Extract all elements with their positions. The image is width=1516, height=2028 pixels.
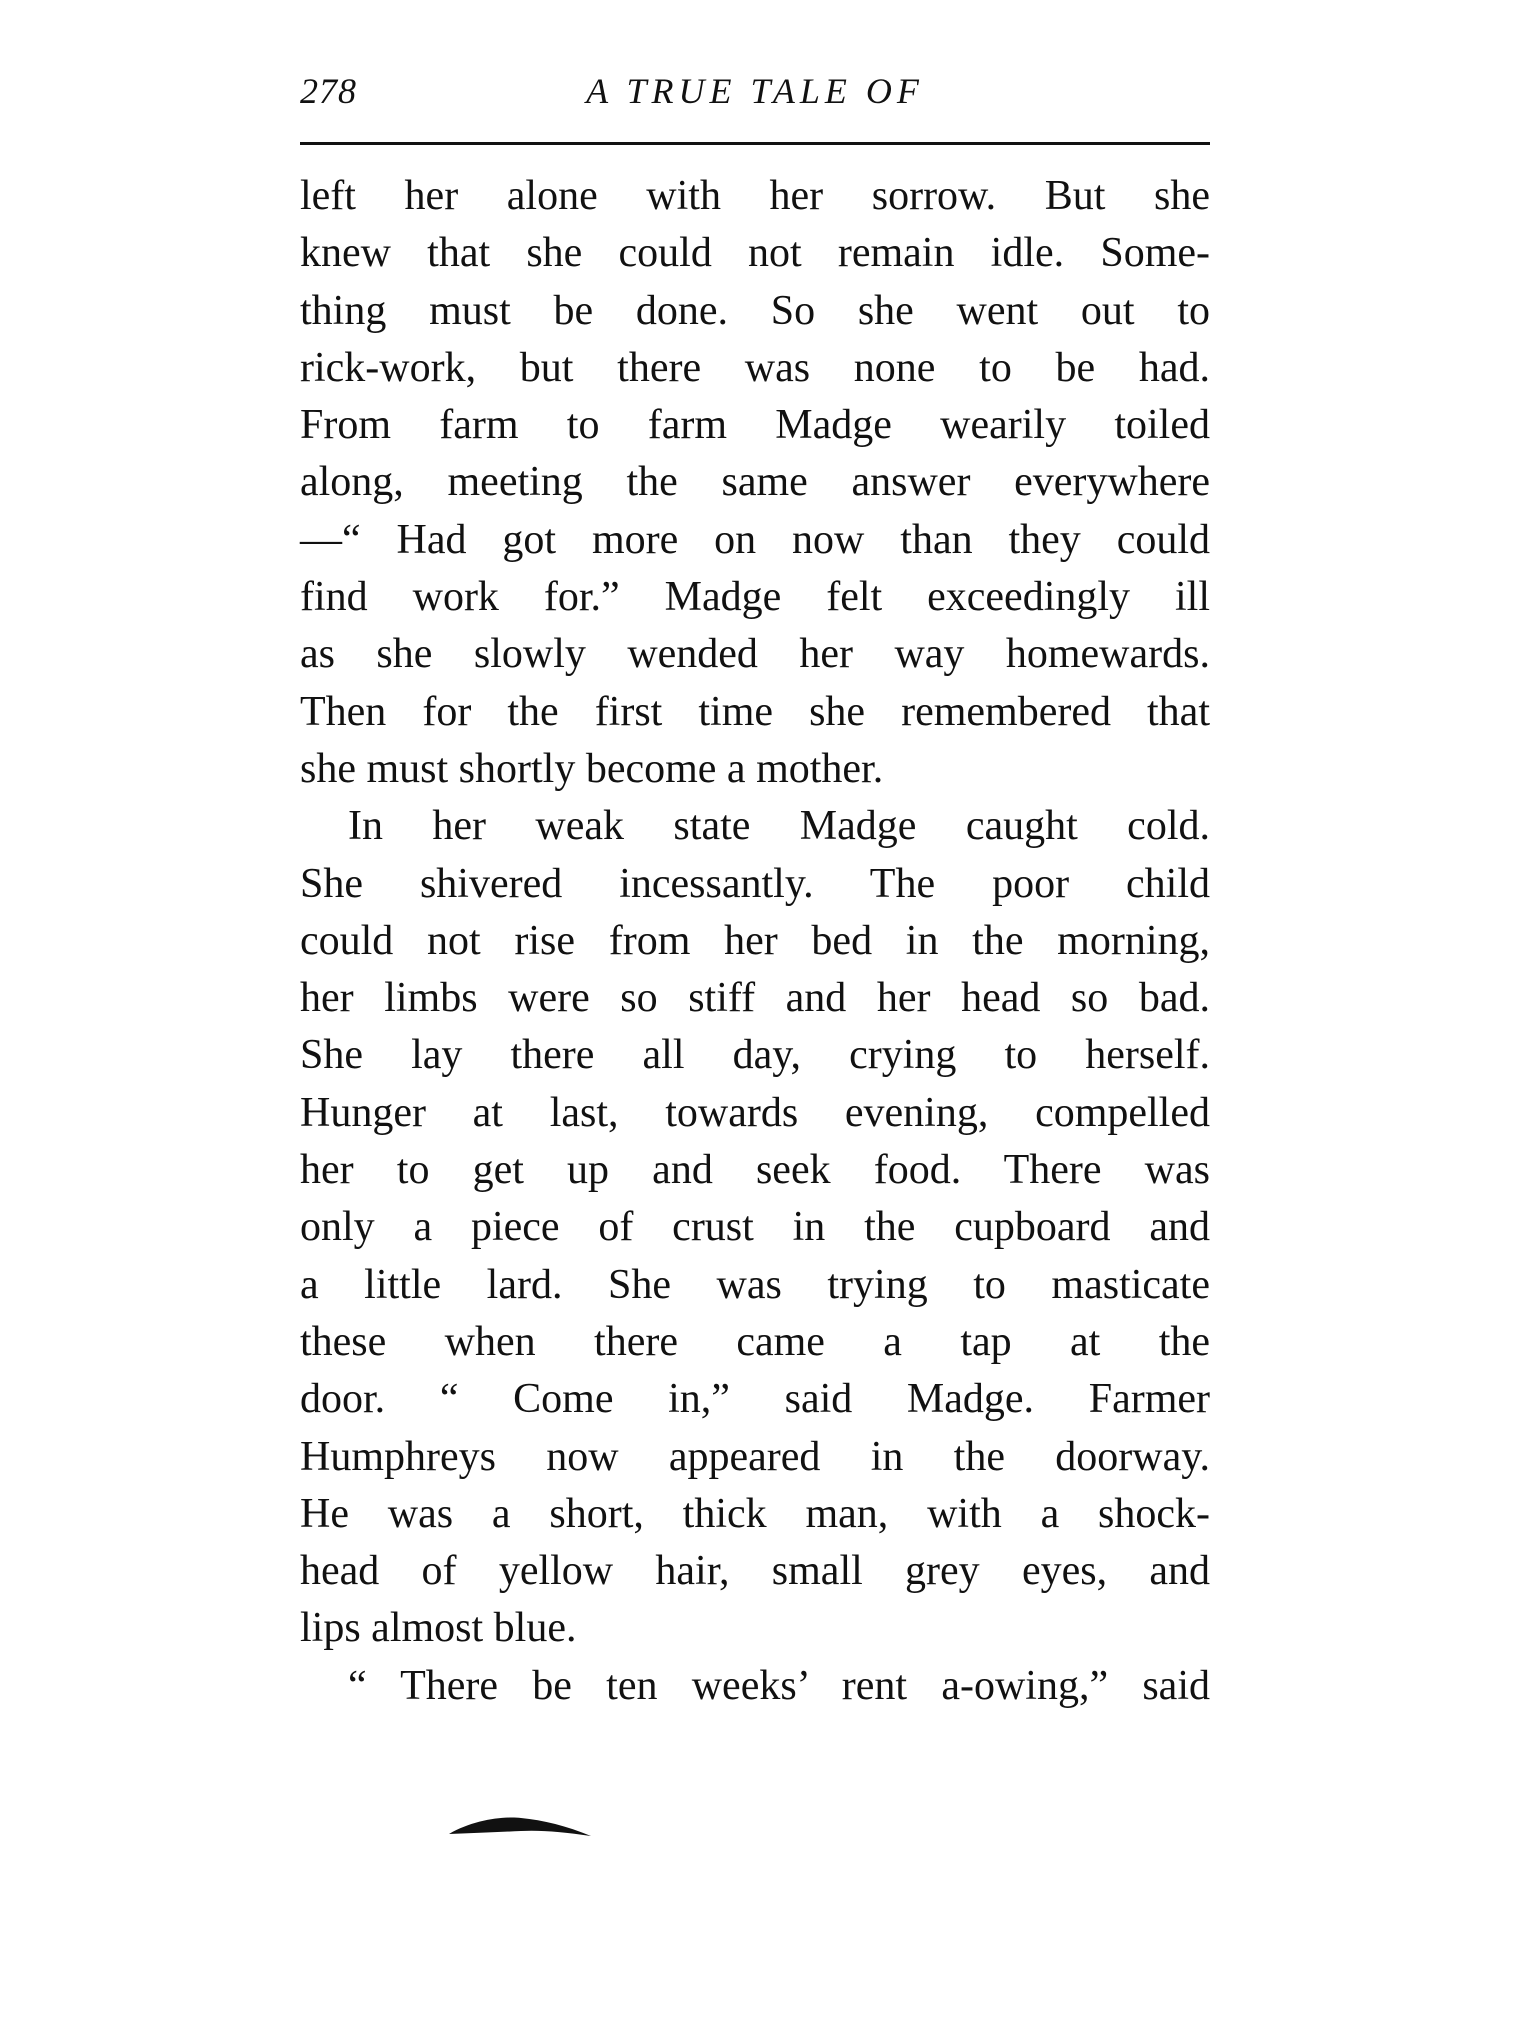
text-line: these when there came a tap at the <box>300 1318 1210 1365</box>
text-line: —“ Had got more on now than they could <box>300 516 1210 563</box>
text-line: along, meeting the same answer everywhere <box>300 459 1210 506</box>
text-line: He was a short, thick man, with a shock- <box>300 1490 1210 1537</box>
text-line: She shivered incessantly. The poor child <box>300 860 1210 907</box>
text-line: lips almost blue. <box>300 1605 577 1652</box>
text-line: head of yellow hair, small grey eyes, and <box>300 1548 1210 1595</box>
text-line: a little lard. She was trying to masticate <box>300 1261 1210 1308</box>
text-line: “ There be ten weeks’ rent a-owing,” said <box>348 1662 1210 1709</box>
text-line: In her weak state Madge caught cold. <box>348 803 1210 850</box>
text-line: left her alone with her sorrow. But she <box>300 173 1210 219</box>
text-line: her to get up and seek food. There was <box>300 1147 1210 1194</box>
page-number: 278 <box>300 71 357 111</box>
running-title: A TRUE TALE OF <box>586 71 924 111</box>
text-line: Hunger at last, towards evening, compelled <box>300 1089 1210 1136</box>
header-rule <box>300 142 1210 145</box>
text-line: could not rise from her bed in the morning, <box>300 917 1210 964</box>
page-header <box>300 70 1210 130</box>
text-line: door. “ Come in,” said Madge. Farmer <box>300 1376 1210 1423</box>
text-line: her limbs were so stiff and her head so bad. <box>300 975 1210 1022</box>
text-line: rick-work, but there was none to be had. <box>300 344 1210 391</box>
text-line: find work for.” Madge felt exceedingly ill <box>300 574 1210 621</box>
text-line: only a piece of crust in the cupboard and <box>300 1204 1210 1251</box>
body-text <box>300 168 1210 1715</box>
text-line: thing must be done. So she went out to <box>300 287 1210 334</box>
text-line: she must shortly become a mother. <box>300 745 884 792</box>
text-line: as she slowly wended her way homewards. <box>300 631 1210 678</box>
text-line: She lay there all day, crying to herself. <box>300 1032 1210 1079</box>
text-line: knew that she could not remain idle. Some- <box>300 230 1210 277</box>
ornament-icon <box>445 1810 595 1840</box>
text-line: Then for the first time she remembered that <box>300 688 1210 735</box>
text-line: From farm to farm Madge wearily toiled <box>300 402 1210 449</box>
text-line: Humphreys now appeared in the doorway. <box>300 1433 1210 1480</box>
